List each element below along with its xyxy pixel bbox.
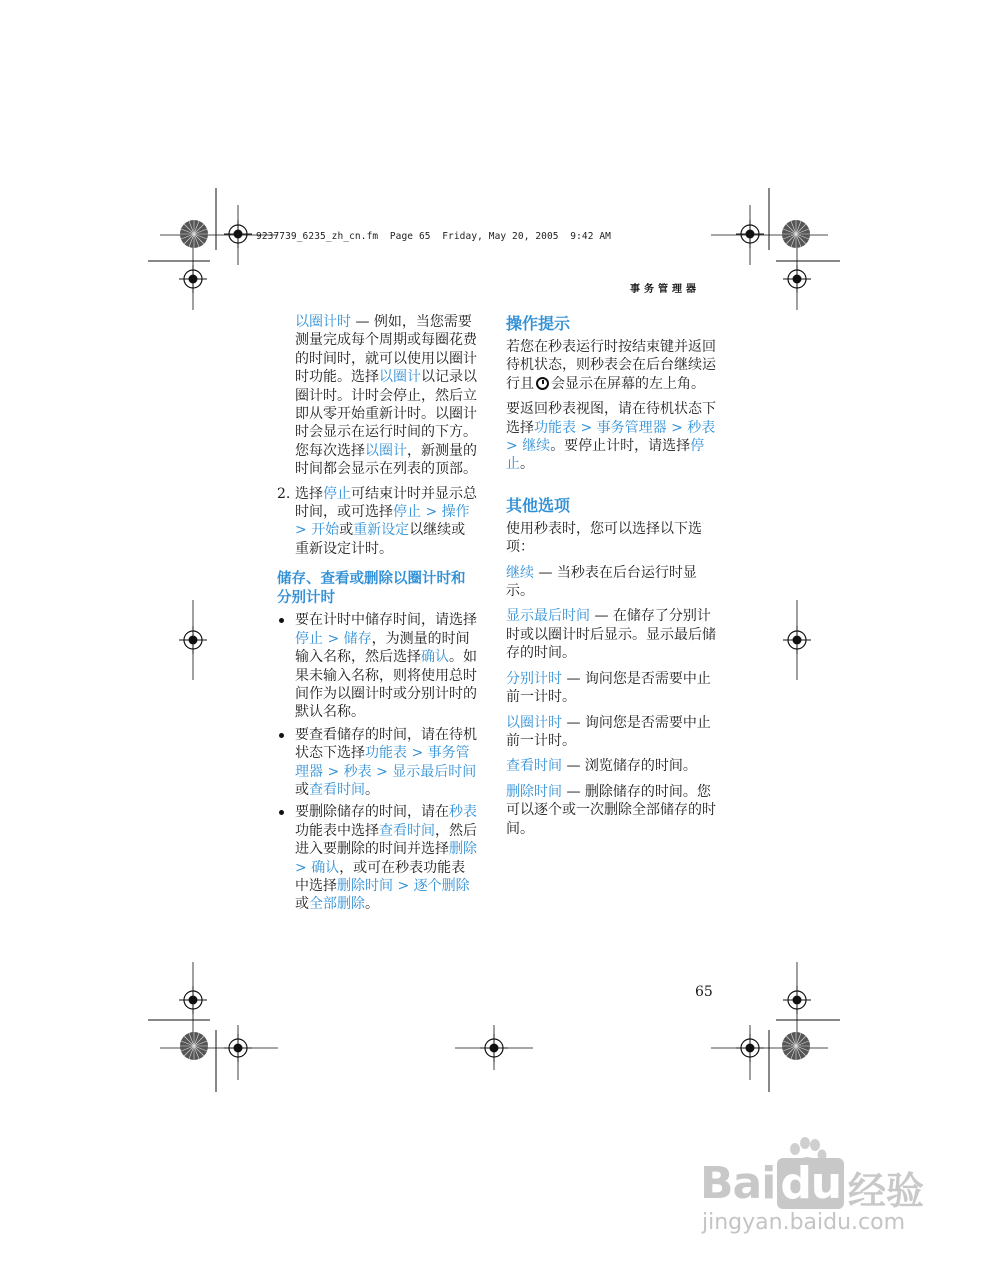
bullet-delete-time: 要删除储存的时间，请在秒表功能表中选择查看时间，然后进入要删除的时间并选择删除 > 确认，或可在秒表功能表中选择删除时间 > 逐个删除或全部删除。 (277, 803, 477, 913)
stopwatch-icon (536, 377, 549, 390)
section-heading-other-options: 其他选项 (506, 495, 571, 515)
option-term: 删除时间 (506, 783, 562, 800)
left-column (277, 313, 477, 914)
step-2: 2. 选择停止可结束计时并显示总时间，或可选择停止 > 操作 > 开始或重新设定以继续或重新设定计时。 (277, 485, 477, 557)
bullet-save-time: 要在计时中储存时间，请选择停止 > 储存，为测量的时间输入名称，然后选择确认。如果未输入名称，则将使用总时间作为以圈计时或分别计时的默认名称。 (277, 611, 477, 721)
bullet-view-time: 要查看储存的时间，请在待机状态下选择功能表 > 事务管理器 > 秒表 > 显示最后时间或查看时间。 (277, 726, 477, 800)
option-delete-times: 删除时间 — 删除储存的时间。您可以逐个或一次删除全部储存的时间。 (506, 783, 716, 837)
option-term: 显示最后时间 (506, 608, 590, 625)
bullet-dot (279, 618, 284, 623)
option-lap-timing: 以圈计时 — 询问您是否需要中止前一计时。 (506, 714, 711, 749)
section-heading-save-view-delete: 储存、查看或删除以圈计时和分别计时 (277, 571, 466, 606)
option-show-last-time: 显示最后时间 — 在储存了分别计时或以圈计时后显示。显示最后储存的时间。 (506, 608, 716, 662)
tips-paragraph-1: 若您在秒表运行时按结束键并返回待机状态，则秒表会在后台继续运行且 会显示在屏幕的左上角。 (506, 339, 716, 392)
bullet-dot (279, 810, 284, 815)
option-term: 查看时间 (506, 758, 562, 775)
lap-timing-term: 以圈计时 (295, 314, 351, 330)
watermark-url: jingyan.baidu.com (702, 1210, 906, 1235)
option-term: 继续 (506, 564, 534, 581)
option-view-times: 查看时间 — 浏览储存的时间。 (506, 758, 697, 775)
option-term: 分别计时 (506, 670, 562, 687)
watermark-brand-cn: 经验 (848, 1169, 925, 1213)
file-info-header: 9237739_6235_zh_cn.fm Page 65 Friday, May 20, 2005 9:42 AM (256, 231, 611, 242)
watermark-brand: Bai du (700, 1158, 844, 1209)
page-number: 65 (695, 984, 713, 1000)
running-head: 事务管理器 (630, 284, 700, 295)
section-heading-tips: 操作提示 (506, 314, 571, 333)
option-split-timing: 分别计时 — 询问您是否需要中止前一计时。 (506, 670, 711, 706)
option-continue: 继续 — 当秒表在后台运行时显示。 (506, 564, 697, 600)
lap-link: 以圈计 (379, 369, 421, 386)
option-term: 以圈计时 (506, 714, 562, 731)
lap-link: 以圈计 (365, 442, 407, 459)
options-intro: 使用秒表时，您可以选择以下选项： (506, 520, 702, 556)
step-number: 2. (277, 485, 291, 502)
bullet-dot (279, 733, 284, 738)
right-column (506, 314, 716, 838)
tips-paragraph-2: 要返回秒表视图，请在待机状态下选择功能表 > 事务管理器 > 秒表 > 继续。要停止计时，请选择停止。 (506, 401, 716, 473)
lap-timing-description: 以圈计时 — 例如，当您需要测量完成每个周期或每圈花费的时间时，就可以使用以圈计时功能。选择以圈计以记录以圈计时。计时会停止，然后立即从零开始重新计时。以圈计时会显示在运行时间的下方。您每次选择以圈计，新测量的时间都会显示在列表的顶部。 (295, 314, 477, 478)
